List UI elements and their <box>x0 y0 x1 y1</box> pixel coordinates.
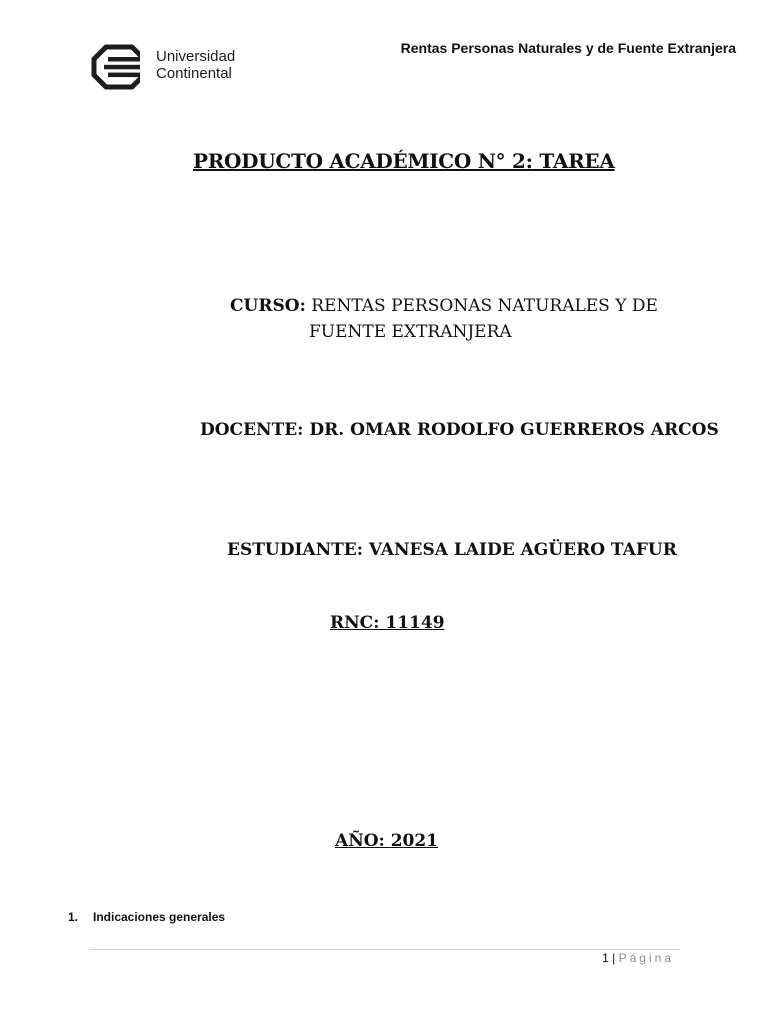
course-line-1 <box>230 296 658 316</box>
continental-logo-icon <box>90 44 148 90</box>
section-heading <box>68 910 225 924</box>
teacher-line: DOCENTE: DR. OMAR RODOLFO GUERREROS ARCOS <box>200 420 719 440</box>
page-number: 1 <box>602 951 609 965</box>
page-word: Página <box>618 951 674 965</box>
logo-line-2: Continental <box>156 65 232 82</box>
footer-divider <box>90 949 680 950</box>
section-title: Indicaciones generales <box>93 910 226 924</box>
document-title: PRODUCTO ACADÉMICO N° 2: TAREA <box>193 149 615 173</box>
course-value-line-1: RENTAS PERSONAS NATURALES Y DE <box>305 296 658 316</box>
university-logo <box>90 44 260 92</box>
header-course-title: Rentas Personas Naturales y de Fuente Extranjera <box>400 40 736 56</box>
student-line: ESTUDIANTE: VANESA LAIDE AGÜERO TAFUR <box>227 540 677 560</box>
rnc-line: RNC: 11149 <box>330 613 445 633</box>
page-footer <box>602 951 674 965</box>
section-number: 1. <box>68 910 79 924</box>
page-separator: | <box>612 951 616 965</box>
course-value-line-2: FUENTE EXTRANJERA <box>309 322 512 342</box>
logo-line-1: Universidad <box>156 48 236 65</box>
course-label: CURSO: <box>230 296 306 316</box>
logo-wordmark <box>156 48 235 82</box>
year-line: AÑO: 2021 <box>335 831 439 851</box>
